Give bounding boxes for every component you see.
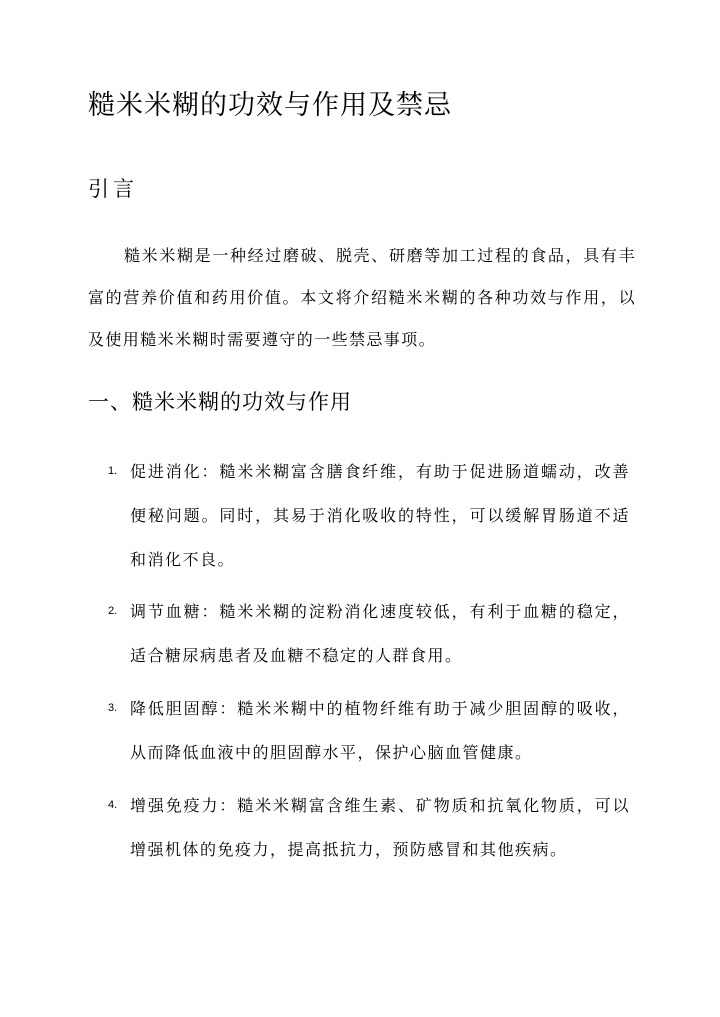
list-item-text: 促进消化：糙米米糊富含膳食纤维，有助于促进肠道蠕动，改善便秘问题。同时，其易于消化吸收的特性，可以缓解胃肠道不适和消化不良。 (130, 462, 630, 569)
intro-paragraph: 糙米米糊是一种经过磨破、脱壳、研磨等加工过程的食品，具有丰富的营养价值和药用价值。本文将介绍糙米米糊的各种功效与作用，以及使用糙米米糊时需要遵守的一些禁忌事项。 (88, 246, 636, 349)
document-title: 糙米米糊的功效与作用及禁忌 (88, 90, 452, 121)
list-item-number: 2. (108, 605, 118, 617)
list-item-text: 调节血糖：糙米米糊的淀粉消化速度较低，有利于血糖的稳定，适合糖尿病患者及血糖不稳定的人群食用。 (130, 602, 630, 665)
list-item-number: 3. (108, 702, 118, 714)
section1-heading: 一、糙米米糊的功效与作用 (88, 390, 352, 414)
list-item-text: 降低胆固醇：糙米米糊中的植物纤维有助于减少胆固醇的吸收，从而降低血液中的胆固醇水平，保护心脑血管健康。 (130, 699, 630, 762)
list-item-number: 4. (108, 799, 118, 811)
list-item-text: 增强免疫力：糙米米糊富含维生素、矿物质和抗氧化物质，可以增强机体的免疫力，提高抵抗力，预防感冒和其他疾病。 (130, 796, 630, 859)
intro-heading: 引言 (88, 177, 138, 201)
list-item-number: 1. (108, 465, 118, 477)
